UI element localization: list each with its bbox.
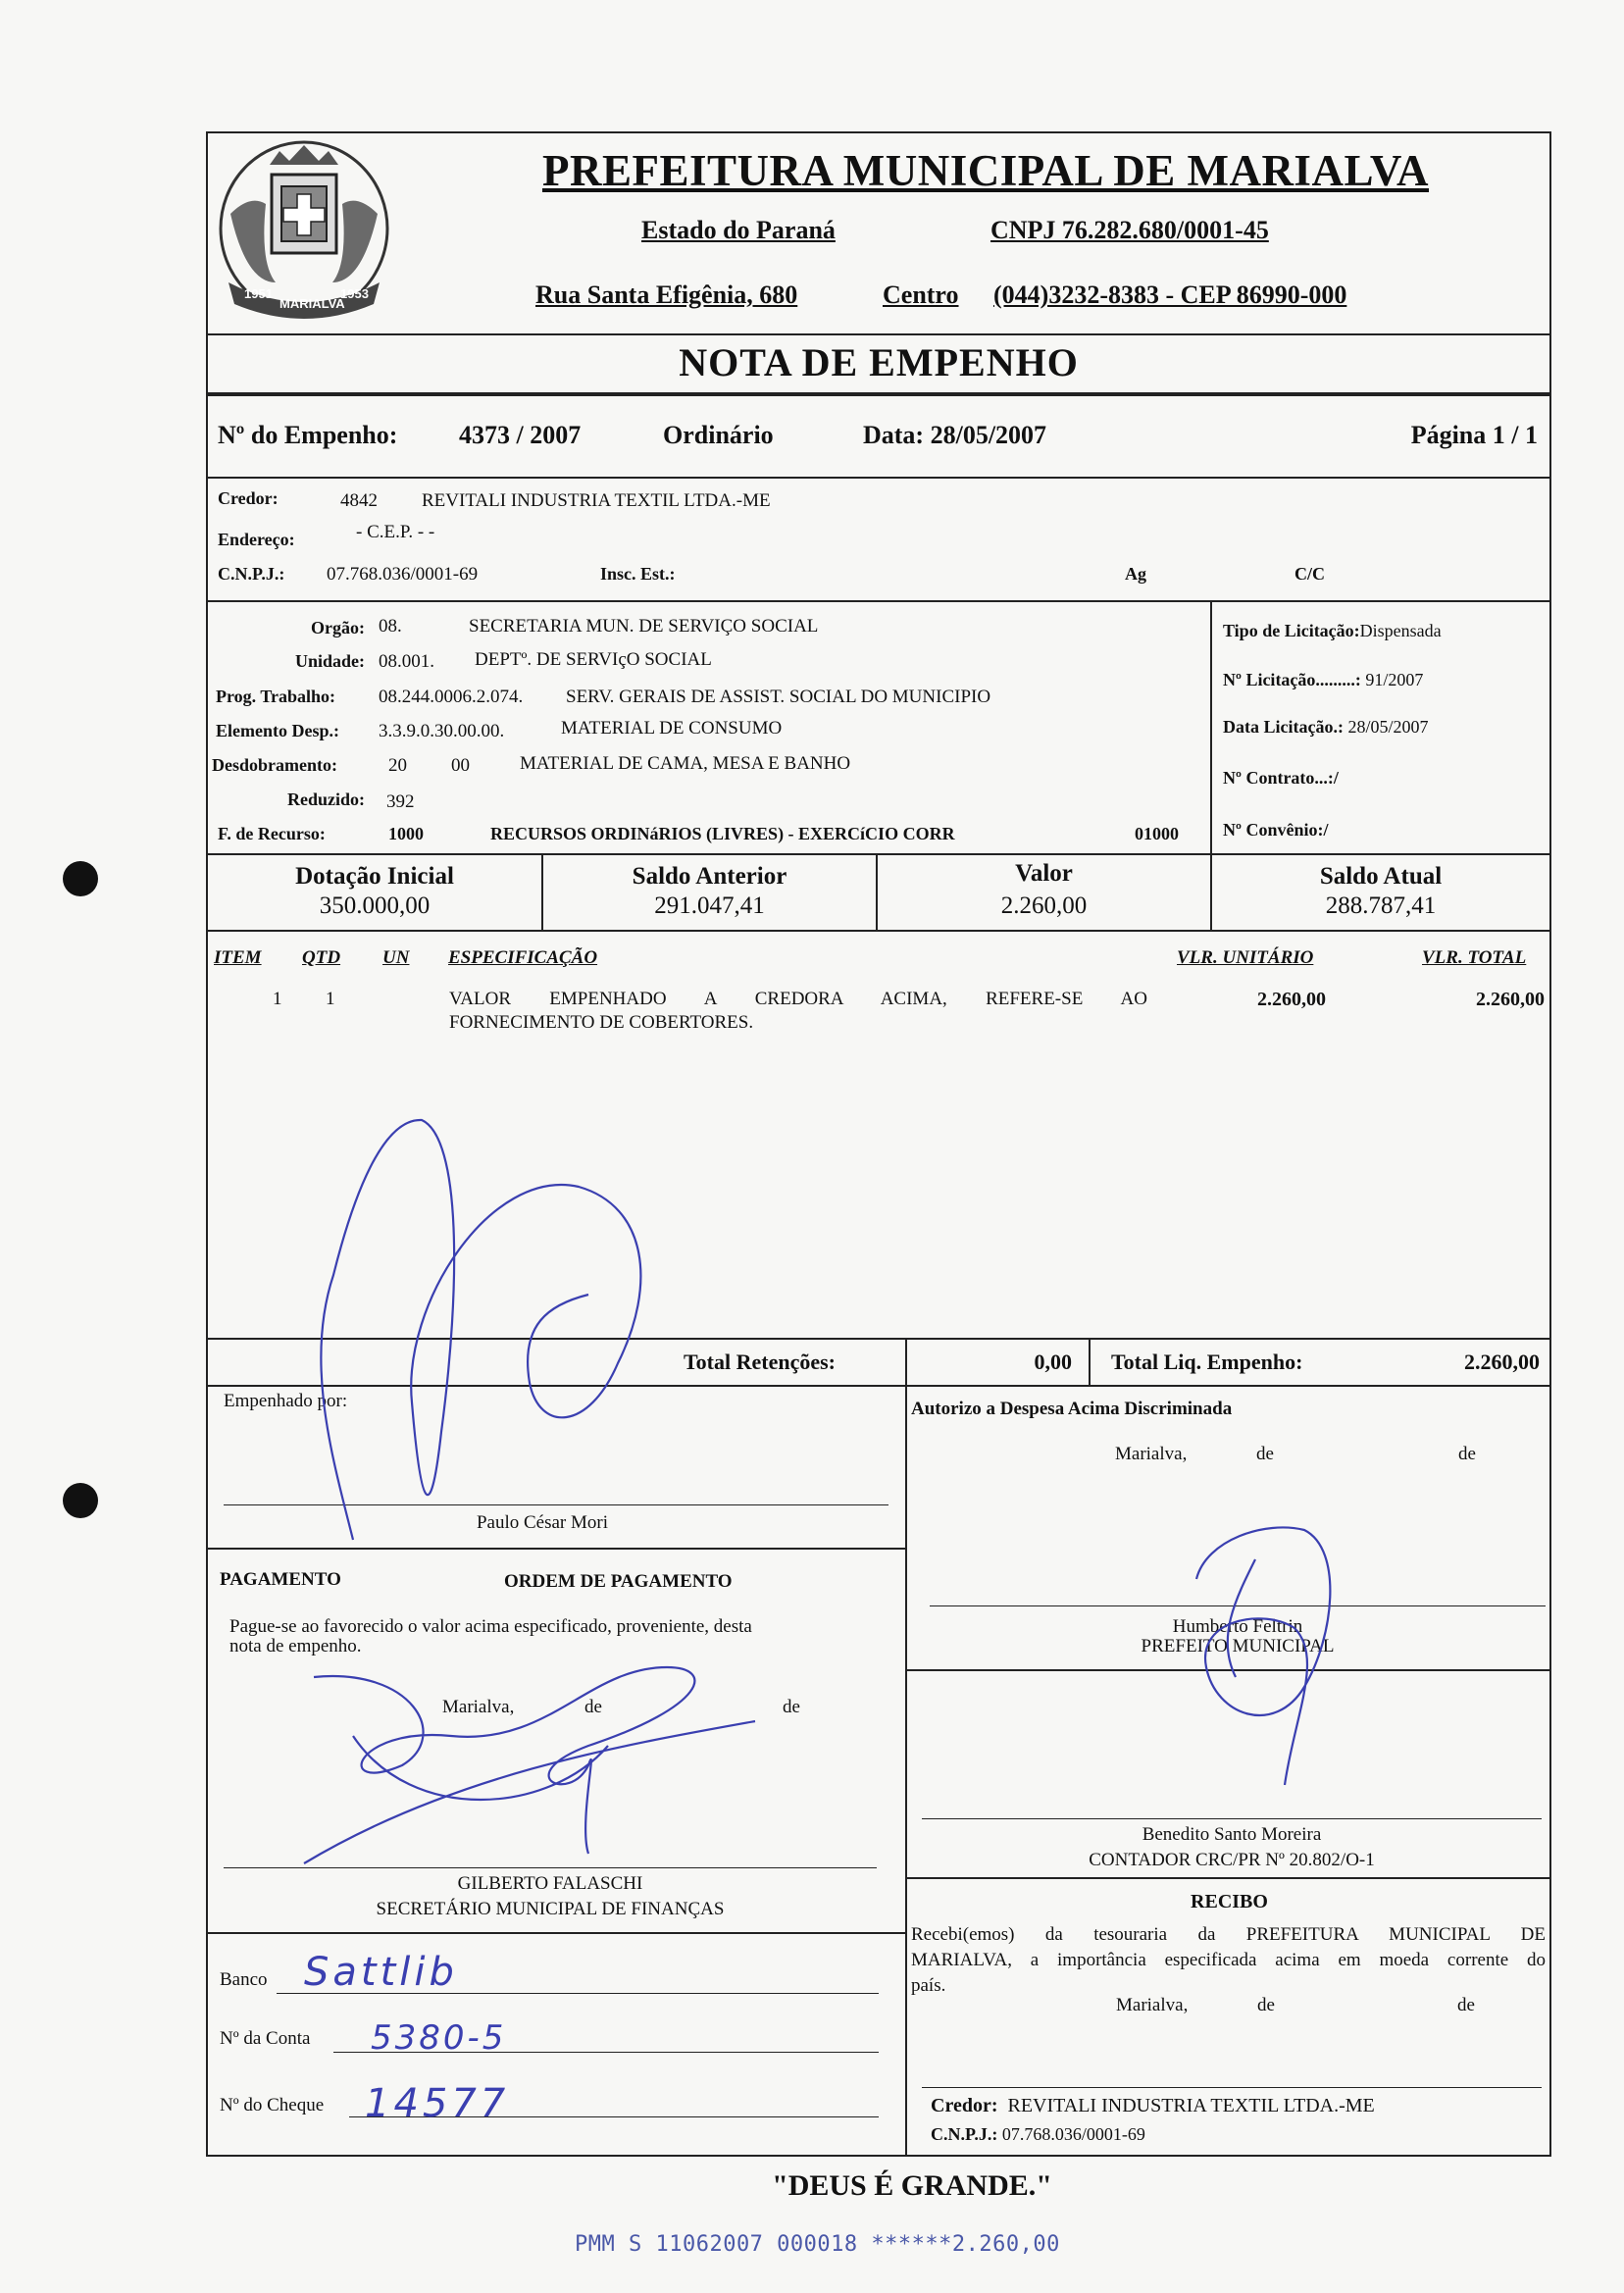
- saldo-anterior-label: Saldo Anterior: [632, 863, 787, 890]
- insc-label: Insc. Est.:: [600, 564, 676, 584]
- recibo-text-line1: Recebi(emos) da tesouraria da PREFEITURA MUNICIPAL DE: [911, 1924, 1546, 1945]
- desdobramento-code1: 20: [388, 755, 407, 776]
- data-licitacao-label: Data Licitação.:: [1223, 717, 1344, 737]
- crest-name: MARIALVA: [279, 296, 345, 311]
- row-desc-line2: FORNECIMENTO DE COBERTORES.: [449, 1012, 754, 1033]
- saldo-anterior-value: 291.047,41: [654, 892, 765, 919]
- secretario-name: GILBERTO FALASCHI: [457, 1873, 643, 1894]
- crest-year-left: 1951: [244, 286, 273, 301]
- credor-name: REVITALI INDUSTRIA TEXTIL LTDA.-ME: [422, 490, 771, 511]
- cc-label: C/C: [1294, 564, 1325, 584]
- recibo-cnpj-value: 07.768.036/0001-69: [1001, 2124, 1145, 2144]
- ordem-pagamento-label: ORDEM DE PAGAMENTO: [504, 1571, 733, 1592]
- crest-year-right: 1953: [340, 286, 369, 301]
- col-vlr-unitario: VLR. UNITÁRIO: [1177, 947, 1314, 968]
- endereco-label: Endereço:: [218, 530, 295, 549]
- fonte-name: RECURSOS ORDINáRIOS (LIVRES) - EXERCíCIO CORR: [490, 824, 955, 843]
- prog-code: 08.244.0006.2.074.: [379, 687, 524, 707]
- recibo-credor-value: REVITALI INDUSTRIA TEXTIL LTDA.-ME: [1007, 2095, 1375, 2116]
- pagamento-label: PAGAMENTO: [220, 1569, 341, 1590]
- payment-stamp: PMM S 11062007 000018 ******2.260,00: [575, 2232, 1060, 2257]
- total-liq-label: Total Liq. Empenho:: [1111, 1350, 1303, 1374]
- district-label: Centro: [883, 280, 959, 309]
- unidade-code: 08.001.: [379, 651, 434, 672]
- dotacao-inicial-value: 350.000,00: [319, 892, 431, 919]
- total-retencoes-label: Total Retenções:: [684, 1350, 836, 1374]
- punch-hole-top: [63, 861, 98, 896]
- pagamento-place: Marialva,: [442, 1697, 515, 1717]
- row-unit-value: 2.260,00: [1257, 989, 1326, 1010]
- saldo-atual-value: 288.787,41: [1325, 892, 1437, 919]
- unidade-label: Unidade:: [294, 651, 365, 671]
- total-retencoes-value: 0,00: [1034, 1350, 1072, 1374]
- elemento-name: MATERIAL DE CONSUMO: [561, 718, 783, 739]
- fonte-code2: 01000: [1135, 824, 1179, 843]
- row-item: 1: [273, 989, 282, 1009]
- contador-role: CONTADOR CRC/PR Nº 20.802/O-1: [1089, 1850, 1375, 1870]
- pagamento-de2: de: [783, 1697, 800, 1717]
- recibo-de1: de: [1257, 1995, 1275, 2015]
- empenhado-label: Empenhado por:: [224, 1391, 348, 1411]
- row-total-value: 2.260,00: [1476, 989, 1545, 1010]
- orgao-code: 08.: [379, 616, 402, 637]
- page-number: Página 1 / 1: [1410, 421, 1538, 449]
- empenho-number: 4373 / 2007: [459, 421, 582, 449]
- tipo-licitacao-label: Tipo de Licitação:: [1223, 621, 1360, 640]
- prog-name: SERV. GERAIS DE ASSIST. SOCIAL DO MUNICIPIO: [566, 687, 991, 707]
- fonte-code: 1000: [388, 824, 424, 843]
- autorizo-title: Autorizo a Despesa Acima Discriminada: [911, 1399, 1233, 1419]
- empenho-date: Data: 28/05/2007: [863, 421, 1047, 449]
- cheque-label: Nº do Cheque: [220, 2095, 325, 2115]
- row-qtd: 1: [326, 989, 335, 1009]
- table-row: [206, 985, 1551, 1044]
- col-qtd: QTD: [302, 947, 341, 968]
- recibo-place: Marialva,: [1116, 1995, 1189, 2015]
- credor-code: 4842: [340, 490, 378, 511]
- prog-label: Prog. Trabalho:: [216, 687, 336, 706]
- doc-title: NOTA DE EMPENHO: [679, 340, 1079, 384]
- prefeito-role: PREFEITO MUNICIPAL: [1141, 1636, 1335, 1656]
- prefeito-name: Humberto Feltrin: [1172, 1616, 1303, 1637]
- saldo-atual-label: Saldo Atual: [1319, 863, 1443, 890]
- valor-label: Valor: [1015, 860, 1073, 887]
- recibo-title: RECIBO: [1191, 1891, 1268, 1912]
- empenhado-name: Paulo César Mori: [476, 1512, 609, 1533]
- motto: "DEUS É GRANDE.": [772, 2169, 1052, 2202]
- unidade-name: DEPTº. DE SERVIçO SOCIAL: [475, 649, 712, 670]
- recibo-text-line3: país.: [911, 1975, 946, 1996]
- reduzido-value: 392: [386, 791, 415, 812]
- empenho-type: Ordinário: [663, 421, 774, 449]
- conta-label: Nº da Conta: [220, 2028, 311, 2049]
- municipality-title: PREFEITURA MUNICIPAL DE MARIALVA: [542, 146, 1430, 195]
- tipo-licitacao-value: Dispensada: [1359, 621, 1442, 640]
- row-desc-line1: VALOR EMPENHADO A CREDORA ACIMA, REFERE-SE AO: [449, 989, 1147, 1009]
- desdobramento-label: Desdobramento:: [212, 755, 337, 775]
- empenho-number-label: Nº do Empenho:: [218, 421, 398, 449]
- ag-label: Ag: [1125, 564, 1146, 584]
- cheque-value: 14577: [365, 2081, 510, 2126]
- pagamento-de1: de: [584, 1697, 602, 1717]
- elemento-code: 3.3.9.0.30.00.00.: [379, 721, 505, 741]
- col-especificacao: ESPECIFICAÇÃO: [448, 947, 598, 968]
- pagamento-text-line2: nota de empenho.: [229, 1636, 362, 1656]
- banco-value: Sattlib: [304, 1950, 458, 1995]
- num-contrato-label: Nº Contrato...:/: [1223, 768, 1339, 788]
- endereco-value: - C.E.P. - -: [356, 522, 435, 542]
- secretario-role: SECRETÁRIO MUNICIPAL DE FINANÇAS: [376, 1899, 725, 1919]
- elemento-label: Elemento Desp.:: [216, 721, 339, 740]
- banco-label: Banco: [220, 1969, 268, 1990]
- data-licitacao-value: 28/05/2007: [1347, 717, 1429, 737]
- orgao-label: Orgão:: [311, 618, 365, 637]
- crest-logo: [211, 135, 397, 331]
- phone-cep-label: (044)3232-8383 - CEP 86990-000: [993, 280, 1347, 309]
- valor-value: 2.260,00: [1000, 892, 1088, 919]
- col-vlr-total: VLR. TOTAL: [1422, 947, 1527, 968]
- num-licitacao-label: Nº Licitação.........:: [1223, 670, 1361, 689]
- state-label: Estado do Paraná: [641, 216, 836, 244]
- recibo-cnpj-label: C.N.P.J.:: [931, 2124, 998, 2144]
- dotacao-inicial-label: Dotação Inicial: [295, 863, 454, 890]
- conta-value: 5380-5: [371, 2018, 507, 2058]
- reduzido-label: Reduzido:: [286, 790, 365, 809]
- punch-hole-bottom: [63, 1483, 98, 1518]
- num-convenio-label: Nº Convênio:/: [1223, 820, 1329, 840]
- recibo-credor-label: Credor:: [931, 2095, 998, 2116]
- recibo-de2: de: [1457, 1995, 1475, 2015]
- autorizo-de1: de: [1256, 1444, 1274, 1464]
- orgao-name: SECRETARIA MUN. DE SERVIÇO SOCIAL: [469, 616, 819, 637]
- address-label: Rua Santa Efigênia, 680: [535, 280, 798, 309]
- autorizo-place: Marialva,: [1115, 1444, 1188, 1464]
- fonte-label: F. de Recurso:: [218, 824, 326, 843]
- recibo-text-line2: MARIALVA, a importância especificada acima em moeda corrente do: [911, 1950, 1546, 1970]
- pagamento-text-line1: Pague-se ao favorecido o valor acima especificado, proveniente, desta: [229, 1616, 752, 1637]
- cnpj-value: 07.768.036/0001-69: [327, 564, 479, 585]
- num-licitacao-value: 91/2007: [1365, 670, 1424, 689]
- col-un: UN: [382, 947, 410, 968]
- cnpj-label: C.N.P.J.:: [218, 564, 285, 584]
- contador-name: Benedito Santo Moreira: [1142, 1824, 1322, 1845]
- col-item: ITEM: [214, 947, 262, 968]
- desdobramento-name: MATERIAL DE CAMA, MESA E BANHO: [520, 753, 851, 774]
- credor-label: Credor:: [218, 488, 279, 508]
- total-liq-value: 2.260,00: [1464, 1350, 1540, 1374]
- autorizo-de2: de: [1458, 1444, 1476, 1464]
- desdobramento-code2: 00: [451, 755, 470, 776]
- cnpj-header: CNPJ 76.282.680/0001-45: [990, 216, 1269, 244]
